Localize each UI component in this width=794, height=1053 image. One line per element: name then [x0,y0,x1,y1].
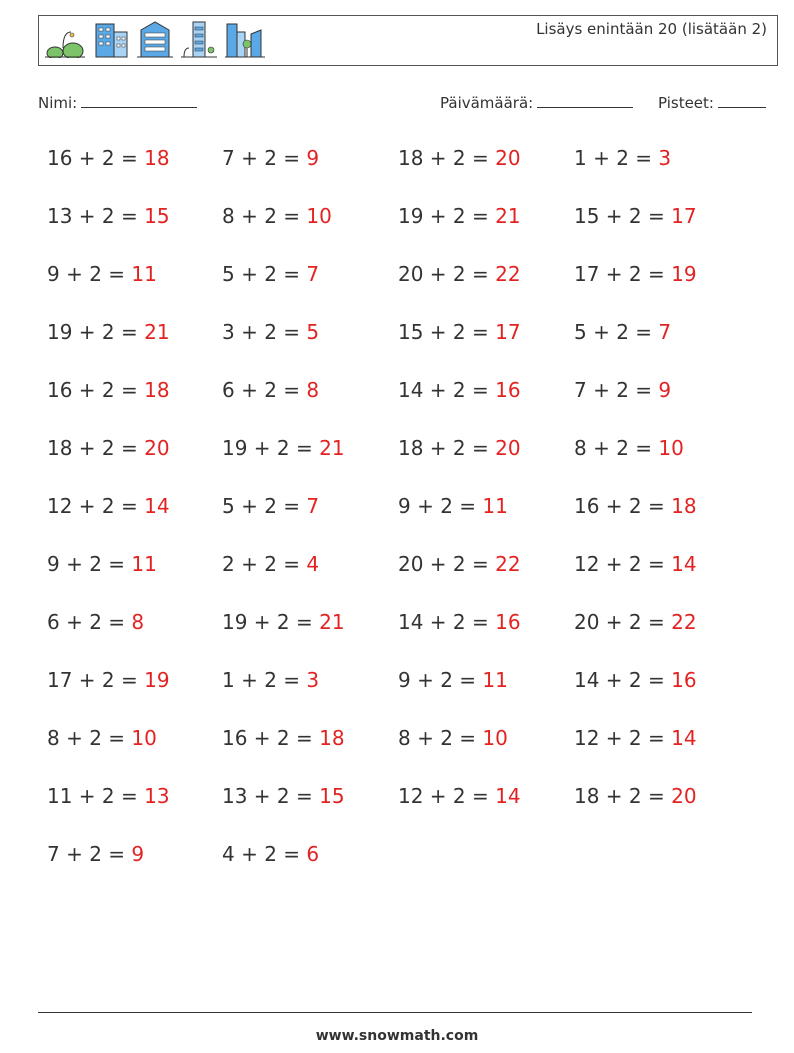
name-label: Nimi: [38,94,78,112]
problem-question: 19 + 2 = [222,436,320,460]
problem-answer: 22 [671,610,697,634]
office-building-icon [137,18,173,62]
date-field [440,94,633,112]
problem-answer: 4 [306,552,320,576]
problem-question: 16 + 2 = [47,146,145,170]
problem-item [574,552,697,576]
problem-question: 4 + 2 = [222,842,307,866]
problem-question: 20 + 2 = [574,610,672,634]
city-skyline-icon [225,18,265,62]
problem-answer: 9 [131,842,145,866]
problem-question: 18 + 2 = [398,436,496,460]
problem-question: 16 + 2 = [222,726,320,750]
header-icons [45,22,265,62]
problem-question: 20 + 2 = [398,552,496,576]
problem-question: 5 + 2 = [574,320,659,344]
problem-answer: 20 [495,436,521,460]
problem-answer: 22 [495,262,521,286]
problem-answer: 15 [319,784,345,808]
tower-icon [181,18,217,62]
problem-item [47,320,170,344]
score-blank[interactable] [718,95,766,108]
problem-question: 9 + 2 = [398,668,483,692]
problem-item [222,436,345,460]
problem-answer: 20 [495,146,521,170]
problem-answer: 9 [306,146,320,170]
problem-question: 7 + 2 = [47,842,132,866]
problem-item [222,668,319,692]
problem-answer: 21 [495,204,521,228]
problem-answer: 14 [144,494,170,518]
problem-item [47,436,170,460]
problem-answer: 8 [131,610,145,634]
score-field [658,94,766,112]
problem-answer: 11 [131,552,157,576]
problem-answer: 19 [144,668,170,692]
problem-item [47,262,157,286]
problem-question: 15 + 2 = [398,320,496,344]
problem-answer: 7 [306,494,320,518]
problem-item [398,204,521,228]
problem-item [574,146,671,170]
problem-question: 19 + 2 = [222,610,320,634]
problem-answer: 14 [671,552,697,576]
problem-answer: 21 [319,610,345,634]
problem-question: 12 + 2 = [47,494,145,518]
problem-item [222,726,345,750]
problem-question: 9 + 2 = [398,494,483,518]
problem-answer: 14 [671,726,697,750]
problem-question: 20 + 2 = [398,262,496,286]
problem-item [222,610,345,634]
problem-answer: 16 [495,610,521,634]
problem-answer: 10 [306,204,332,228]
problem-answer: 10 [131,726,157,750]
problem-item [222,552,319,576]
problem-item [574,726,697,750]
problem-question: 15 + 2 = [574,204,672,228]
problem-answer: 18 [319,726,345,750]
problem-question: 17 + 2 = [574,262,672,286]
problem-item [574,320,671,344]
problem-item [47,668,170,692]
problem-item [398,378,521,402]
problem-question: 1 + 2 = [222,668,307,692]
problem-item [398,320,521,344]
problem-question: 11 + 2 = [47,784,145,808]
problem-answer: 16 [671,668,697,692]
problem-item [574,436,684,460]
problem-answer: 14 [495,784,521,808]
problem-question: 5 + 2 = [222,494,307,518]
problem-item [47,494,170,518]
problem-answer: 9 [658,378,672,402]
problem-item [47,378,170,402]
problem-question: 6 + 2 = [47,610,132,634]
problem-answer: 11 [131,262,157,286]
problem-question: 8 + 2 = [47,726,132,750]
problem-item [398,784,521,808]
problem-answer: 20 [671,784,697,808]
problem-question: 12 + 2 = [574,552,672,576]
problem-question: 13 + 2 = [222,784,320,808]
problem-question: 6 + 2 = [222,378,307,402]
problem-answer: 16 [495,378,521,402]
problem-question: 12 + 2 = [574,726,672,750]
footer-url: www.snowmath.com [315,1028,479,1044]
problem-item [574,378,671,402]
problem-item [574,668,697,692]
problem-item [398,668,508,692]
problem-question: 8 + 2 = [398,726,483,750]
problem-question: 16 + 2 = [47,378,145,402]
problem-question: 5 + 2 = [222,262,307,286]
problem-answer: 22 [495,552,521,576]
problem-item [574,494,697,518]
problem-answer: 18 [671,494,697,518]
problem-item [47,610,144,634]
problem-item [47,784,170,808]
problem-answer: 10 [658,436,684,460]
problem-item [222,204,332,228]
problem-question: 17 + 2 = [47,668,145,692]
problem-answer: 6 [306,842,320,866]
problem-question: 19 + 2 = [47,320,145,344]
problem-item [574,784,697,808]
problem-question: 9 + 2 = [47,262,132,286]
worksheet-header [38,15,778,66]
problem-question: 18 + 2 = [398,146,496,170]
name-field [38,94,197,112]
problem-question: 18 + 2 = [574,784,672,808]
problem-answer: 11 [482,668,508,692]
problem-answer: 20 [144,436,170,460]
problem-question: 18 + 2 = [47,436,145,460]
problem-question: 14 + 2 = [398,610,496,634]
problem-item [222,842,319,866]
problem-answer: 17 [671,204,697,228]
problem-item [398,146,521,170]
problem-item [222,784,345,808]
problem-answer: 5 [306,320,320,344]
problem-answer: 10 [482,726,508,750]
problem-item [398,610,521,634]
problem-item [574,262,697,286]
problem-item [398,726,508,750]
problem-answer: 3 [658,146,672,170]
problem-item [222,494,319,518]
problem-question: 19 + 2 = [398,204,496,228]
problem-answer: 17 [495,320,521,344]
problem-item [47,552,157,576]
problem-item [222,262,319,286]
problem-item [222,320,319,344]
problem-item [47,726,157,750]
score-label: Pisteet: [658,94,714,112]
problem-question: 8 + 2 = [574,436,659,460]
problem-answer: 7 [658,320,672,344]
date-blank[interactable] [537,95,633,108]
problem-question: 16 + 2 = [574,494,672,518]
problem-item [398,262,521,286]
problem-item [222,146,319,170]
problem-question: 14 + 2 = [398,378,496,402]
problem-question: 13 + 2 = [47,204,145,228]
problem-item [574,204,697,228]
problem-question: 8 + 2 = [222,204,307,228]
problem-item [222,378,319,402]
problem-question: 1 + 2 = [574,146,659,170]
problem-answer: 8 [306,378,320,402]
problem-question: 7 + 2 = [222,146,307,170]
problem-question: 9 + 2 = [47,552,132,576]
problem-answer: 13 [144,784,170,808]
footer-divider [38,1012,752,1013]
problem-item [47,204,170,228]
date-label: Päivämäärä: [440,94,534,112]
problem-item [398,436,521,460]
problem-item [398,552,521,576]
office-building-icon [93,18,129,62]
problem-question: 7 + 2 = [574,378,659,402]
problem-answer: 19 [671,262,697,286]
worksheet-title: Lisäys enintään 20 (lisätään 2) [536,20,767,38]
problem-answer: 18 [144,146,170,170]
problem-question: 14 + 2 = [574,668,672,692]
problem-item [398,494,508,518]
problem-item [574,610,697,634]
park-icon [45,18,85,62]
problem-answer: 18 [144,378,170,402]
problem-item [47,842,144,866]
problem-answer: 21 [144,320,170,344]
problem-item [47,146,170,170]
problem-answer: 21 [319,436,345,460]
name-blank[interactable] [81,95,197,108]
problem-answer: 3 [306,668,320,692]
problem-question: 12 + 2 = [398,784,496,808]
problem-answer: 11 [482,494,508,518]
problem-question: 2 + 2 = [222,552,307,576]
problem-answer: 15 [144,204,170,228]
problem-question: 3 + 2 = [222,320,307,344]
problem-answer: 7 [306,262,320,286]
